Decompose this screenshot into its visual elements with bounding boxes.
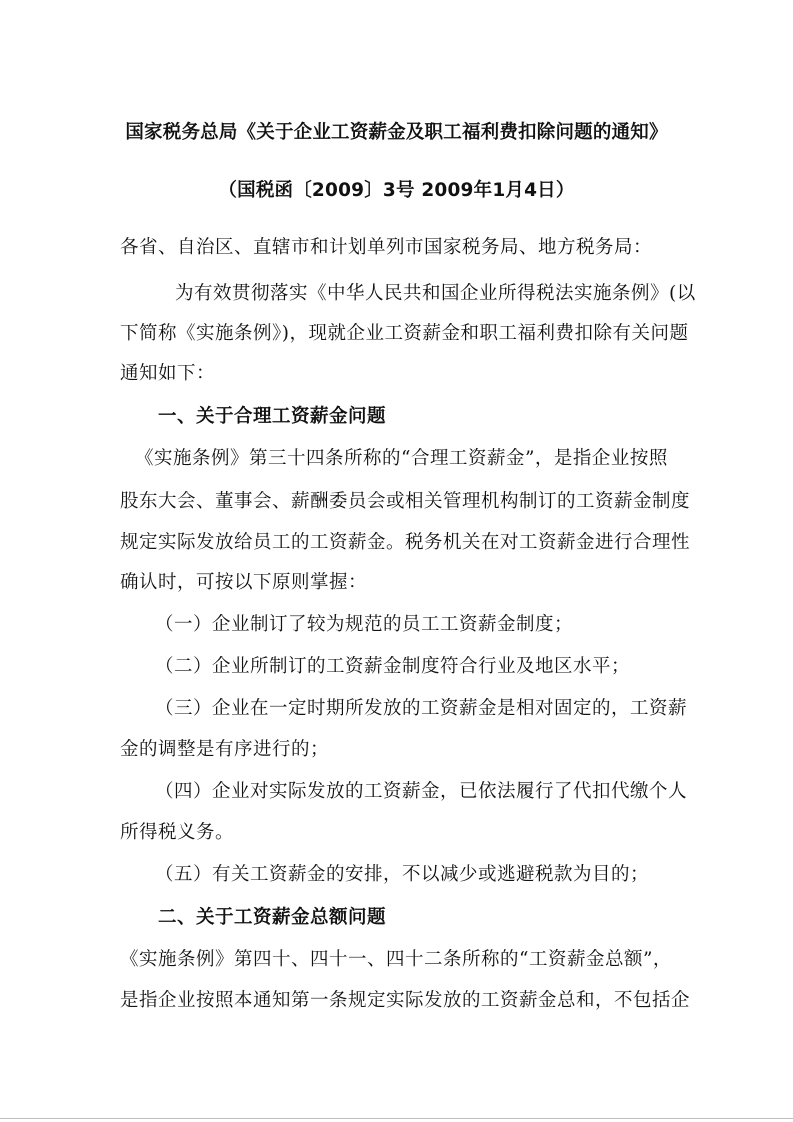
document-subtitle: （国税函〔2009〕3号 2009年1月4日） [218,180,575,201]
paragraph-line: 为有效贯彻落实《中华人民共和国企业所得税法实施条例》(以 [175,283,696,304]
paragraph-line: 股东大会、董事会、薪酬委员会或相关管理机构制订的工资薪金制度 [120,491,691,512]
list-item: （二）企业所制订的工资薪金制度符合行业及地区水平； [155,656,631,677]
section-heading-1: 一、关于合理工资薪金问题 [158,406,387,427]
list-item: （三）企业在一定时期所发放的工资薪金是相对固定的，工资薪 [155,698,688,719]
section-heading-2: 二、关于工资薪金总额问题 [158,907,387,928]
paragraph-line: 确认时，可按以下原则掌握： [120,572,368,593]
list-item: （五）有关工资薪金的安排，不以减少或逃避税款为目的； [155,864,650,885]
paragraph-line: 规定实际发放给员工的工资薪金。税务机关在对工资薪金进行合理性 [120,532,691,553]
list-item: （四）企业对实际发放的工资薪金，已依法履行了代扣代缴个人 [155,781,688,802]
paragraph-line: 通知如下： [120,363,216,384]
paragraph-line: 是指企业按照本通知第一条规定实际发放的工资薪金总和，不包括企 [120,990,691,1011]
paragraph-line: 《实施条例》第四十、四十一、四十二条所称的“工资薪金总额”， [120,949,672,970]
list-item-continuation: 所得税义务。 [120,822,235,843]
list-item-continuation: 金的调整是有序进行的； [120,739,330,760]
page-divider [0,1118,793,1119]
paragraph-line: 下简称《实施条例》)，现就企业工资薪金和职工福利费扣除有关问题 [120,323,689,344]
paragraph-line: 《实施条例》第三十四条所称的“合理工资薪金”，是指企业按照 [135,448,668,469]
addressee-line: 各省、自治区、直辖市和计划单列市国家税务局、地方税务局： [120,237,653,258]
document-title: 国家税务总局《关于企业工资薪金及职工福利费扣除问题的通知》 [125,122,668,143]
list-item: （一）企业制订了较为规范的员工工资薪金制度； [155,614,574,635]
